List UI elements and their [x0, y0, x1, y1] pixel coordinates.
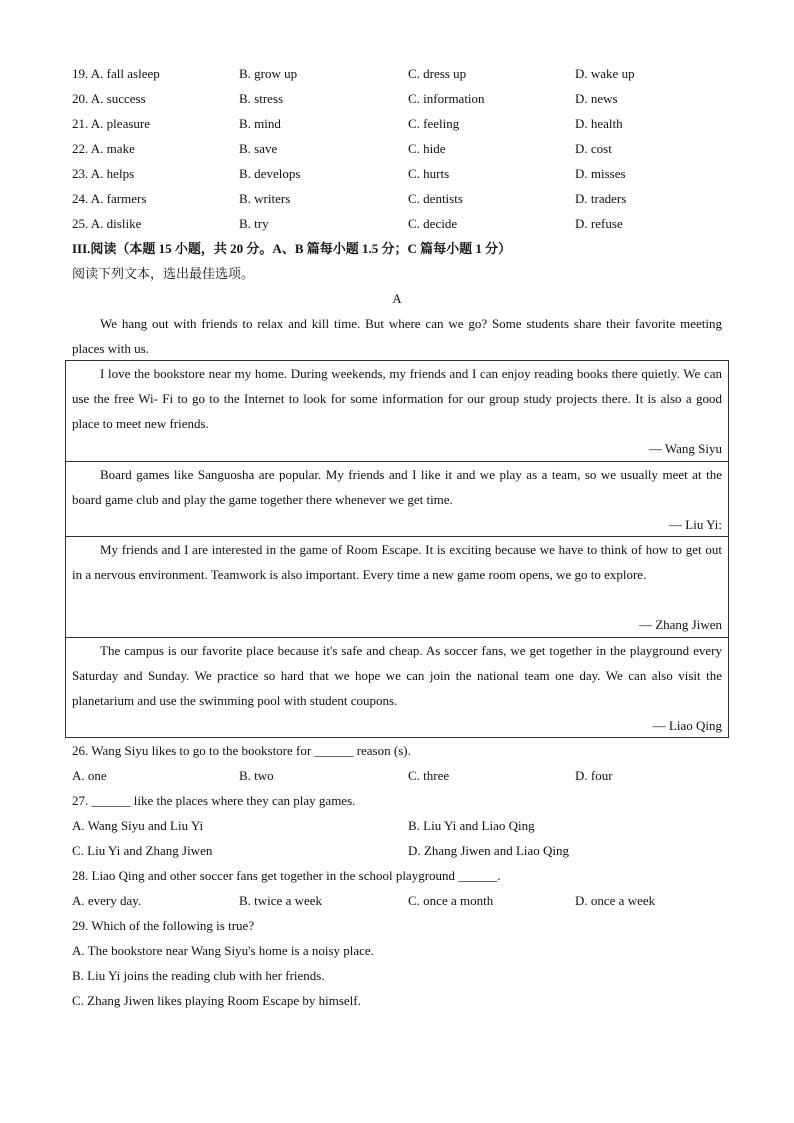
question-20-row	[72, 86, 722, 111]
question-21-row	[72, 111, 722, 136]
option-27-b: B. Liu Yi and Liao Qing	[408, 818, 535, 833]
option-23-d: D. misses	[575, 166, 626, 181]
option-21-a: 21. A. pleasure	[72, 116, 150, 131]
option-24-d: D. traders	[575, 191, 627, 206]
entry-author: — Zhang Jiwen	[638, 617, 722, 632]
option-26-a: A. one	[72, 768, 107, 783]
option-26-d: D. four	[575, 768, 613, 783]
option-28-a: A. every day.	[72, 893, 142, 908]
option-25-c: C. decide	[408, 216, 458, 231]
option-27-c: C. Liu Yi and Zhang Jiwen	[72, 843, 213, 858]
option-19-d: D. wake up	[575, 66, 635, 81]
option-29-c: C. Zhang Jiwen likes playing Room Escape by himself.	[72, 993, 361, 1008]
option-25-b: B. try	[239, 216, 269, 231]
option-19-c: C. dress up	[408, 66, 467, 81]
option-21-d: D. health	[575, 116, 623, 131]
option-28-c: C. once a month	[408, 893, 494, 908]
question-19-row	[72, 61, 722, 86]
entry-text: My friends and I are interested in the game of Room Escape. It is exciting because we have to think of how to get out in a nervous environment. Teamwork is also important. Every time a new game room opens, we go to explore.	[72, 542, 722, 582]
passage-label: A	[392, 291, 402, 306]
option-21-c: C. feeling	[408, 116, 460, 131]
question-28-stem: 28. Liao Qing and other soccer fans get together in the school playground ______.	[72, 868, 501, 883]
option-20-d: D. news	[575, 91, 618, 106]
question-23-row	[72, 161, 722, 186]
option-21-b: B. mind	[239, 116, 281, 131]
entry-author: — Liu Yi:	[669, 517, 722, 532]
question-26-stem: 26. Wang Siyu likes to go to the bookstore for ______ reason (s).	[72, 743, 411, 758]
question-26-options	[72, 763, 722, 788]
passage-intro: We hang out with friends to relax and kill time. But where can we go? Some students share their favorite meeting places with us.	[72, 316, 722, 356]
option-25-a: 25. A. dislike	[72, 216, 142, 231]
question-29-stem: 29. Which of the following is true?	[72, 918, 255, 933]
option-22-b: B. save	[239, 141, 278, 156]
option-25-d: D. refuse	[575, 216, 623, 231]
entry-text: Board games like Sanguosha are popular. My friends and I like it and we play as a team, so we usually meet at the board game club and play the game together there whenever we get time.	[72, 467, 722, 507]
option-22-a: 22. A. make	[72, 141, 135, 156]
question-27-options-ab	[72, 813, 722, 838]
option-20-b: B. stress	[239, 91, 284, 106]
question-27-stem: 27. ______ like the places where they can play games.	[72, 793, 356, 808]
entry-text: The campus is our favorite place because it's safe and cheap. As soccer fans, we get together in the playground every Saturday and Sunday. We practice so hard that we hope we can join the national team one day. We can also visit the planetarium and use the swimming pool with student coupons.	[72, 643, 722, 708]
option-20-c: C. information	[408, 91, 485, 106]
option-28-d: D. once a week	[575, 893, 656, 908]
section-heading: III.阅读（本题 15 小题，共 20 分。A、B 篇每小题 1.5 分；C 篇每小题 1 分）	[72, 241, 512, 256]
entry-liu-yi	[66, 461, 728, 536]
question-24-row	[72, 186, 722, 211]
entry-text: I love the bookstore near my home. During weekends, my friends and I can enjoy reading books there quietly. We can use the free Wi- Fi to go to the Internet to look for some information for our group study projects there. It is also a good place to meet new friends.	[72, 366, 722, 431]
option-28-b: B. twice a week	[239, 893, 323, 908]
section-instruction: 阅读下列文本，选出最佳选项。	[72, 266, 255, 281]
option-22-d: D. cost	[575, 141, 612, 156]
option-20-a: 20. A. success	[72, 91, 146, 106]
question-27-options-cd	[72, 838, 722, 863]
entries-table	[65, 360, 729, 738]
question-25-row	[72, 211, 722, 236]
option-27-d: D. Zhang Jiwen and Liao Qing	[408, 843, 570, 858]
option-24-c: C. dentists	[408, 191, 463, 206]
option-23-b: B. develops	[239, 166, 301, 181]
option-23-c: C. hurts	[408, 166, 450, 181]
option-19-a: 19. A. fall asleep	[72, 66, 160, 81]
option-29-a: A. The bookstore near Wang Siyu's home is a noisy place.	[72, 943, 374, 958]
entry-author: — Liao Qing	[652, 718, 722, 733]
entry-wang-siyu	[66, 361, 728, 461]
entry-liao-qing	[66, 637, 728, 737]
option-24-b: B. writers	[239, 191, 291, 206]
option-24-a: 24. A. farmers	[72, 191, 147, 206]
option-27-a: A. Wang Siyu and Liu Yi	[72, 818, 204, 833]
question-28-options	[72, 888, 722, 913]
option-19-b: B. grow up	[239, 66, 298, 81]
entry-zhang-jiwen	[66, 536, 728, 637]
option-29-b: B. Liu Yi joins the reading club with her friends.	[72, 968, 325, 983]
option-26-b: B. two	[239, 768, 274, 783]
option-22-c: C. hide	[408, 141, 446, 156]
option-26-c: C. three	[408, 768, 450, 783]
question-22-row	[72, 136, 722, 161]
entry-author: — Wang Siyu	[648, 441, 722, 456]
option-23-a: 23. A. helps	[72, 166, 135, 181]
